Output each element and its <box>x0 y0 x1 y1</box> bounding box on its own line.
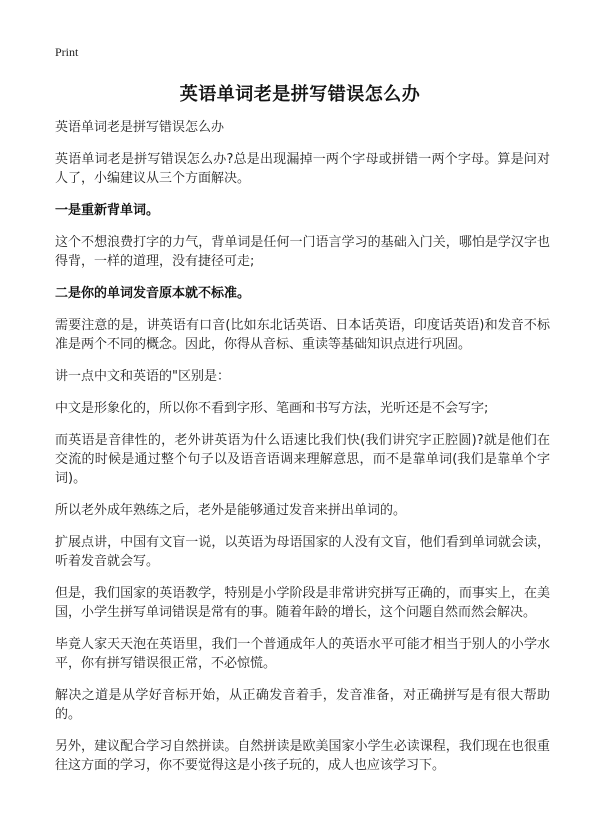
paragraph: 中文是形象化的，所以你不看到字形、笔画和书写方法，光听还是不会写字; <box>55 401 489 416</box>
paragraph-intro: 英语单词老是拼写错误怎么办?总是出现漏掉一两个字母或拼错一两个字母。算是问对人了，小编建议从三个方面解决。 <box>55 152 550 186</box>
section-heading-2: 二是你的单词发音原本就不标准。 <box>55 286 251 301</box>
paragraph: 需要注意的是，讲英语有口音(比如东北话英语、日本话英语，印度话英语)和发音不标准是两个不同的概念。因此，你得从音标、重读等基础知识点进行巩固。 <box>55 318 550 352</box>
article-body <box>55 118 550 788</box>
paragraph: 毕竟人家天天泡在英语里，我们一个普通成年人的英语水平可能才相当于别人的小学水平，你有拼写错误很正常，不必惊慌。 <box>55 637 550 671</box>
paragraph: 解决之道是从学好音标开始，从正确发音着手，发音准备，对正确拼写是有很大帮助的。 <box>55 688 550 722</box>
paragraph: 这个不想浪费打字的力气，背单词是任何一门语言学习的基础入门关，哪怕是学汉字也得背，一样的道理，没有捷径可走; <box>55 235 550 269</box>
paragraph: 扩展点讲，中国有文盲一说，以英语为母语国家的人没有文盲，他们看到单词就会读，听着发音就会写。 <box>55 535 550 569</box>
paragraph: 而英语是音律性的，老外讲英语为什么语速比我们快(我们讲究字正腔圆)?就是他们在交流的时候是通过整个句子以及语音语调来理解意思，而不是靠单词(我们是靠单个字词)。 <box>55 433 550 486</box>
paragraph-subtitle: 英语单词老是拼写错误怎么办 <box>55 120 225 135</box>
paragraph: 讲一点中文和英语的"区别是： <box>55 369 230 384</box>
paragraph: 但是，我们国家的英语教学，特别是小学阶段是非常讲究拼写正确的，而事实上，在美国，小学生拼写单词错误是常有的事。随着年龄的增长，这个问题自然而然会解决。 <box>55 586 550 620</box>
paragraph: 另外，建议配合学习自然拼读。自然拼读是欧美国家小学生必读课程，我们现在也很重往这方面的学习，你不要觉得这是小孩子玩的，成人也应该学习下。 <box>55 739 550 773</box>
paragraph: 所以老外成年熟练之后，老外是能够通过发音来拼出单词的。 <box>55 503 407 518</box>
print-label: Print <box>55 45 79 59</box>
page-title: 英语单词老是拼写错误怎么办 <box>179 84 421 105</box>
section-heading-1: 一是重新背单词。 <box>55 203 160 218</box>
